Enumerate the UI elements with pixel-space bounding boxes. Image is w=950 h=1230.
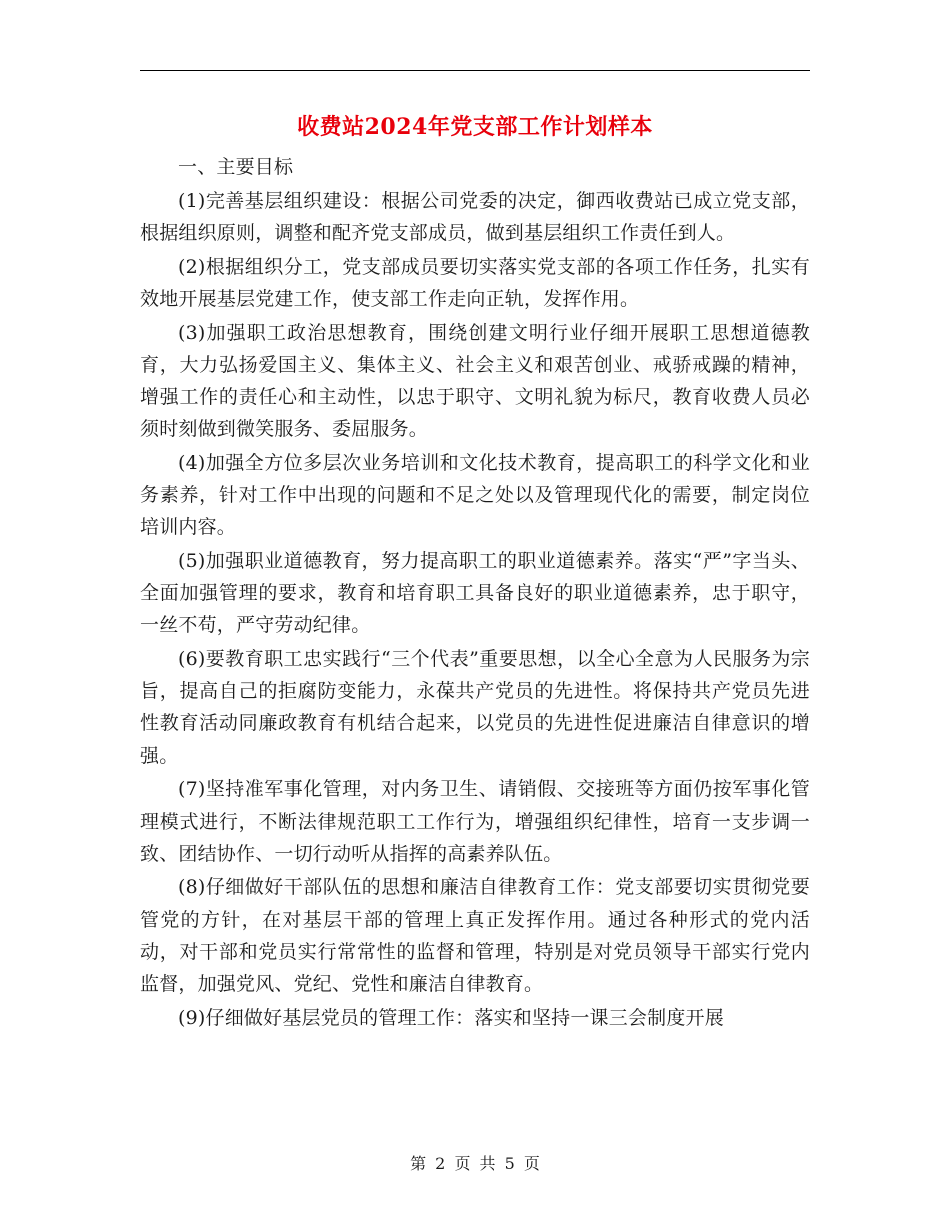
page-footer: 第 2 页 共 5 页 [410, 1154, 540, 1173]
paragraph-3: (3)加强职工政治思想教育，围绕创建文明行业仔细开展职工思想道德教育，大力弘扬爱国主义、集体主义、社会主义和艰苦创业、戒骄戒躁的精神，增强工作的责任心和主动性，以忠于职守、文明礼貌为标尺，教育收费人员必须时刻做到微笑服务、委屈服务。 [140, 321, 810, 441]
section-heading: 一、主要目标 [178, 156, 294, 178]
document-body [140, 151, 810, 1035]
paragraph-7: (7)坚持准军事化管理，对内务卫生、请销假、交接班等方面仍按军事化管理模式进行，不断法律规范职工工作行为，增强组织纪律性，培育一支步调一致、团结协作、一切行动听从指挥的高素养队伍。 [140, 778, 810, 865]
paragraph-4: (4)加强全方位多层次业务培训和文化技术教育，提高职工的科学文化和业务素养，针对工作中出现的问题和不足之处以及管理现代化的需要，制定岗位培训内容。 [140, 451, 810, 539]
document-title: 收费站2024年党支部工作计划样本 [297, 114, 653, 140]
paragraph-5: (5)加强职业道德教育，努力提高职工的职业道德素养。落实“严”字当头、全面加强管理的要求，教育和培育职工具备良好的职业道德素养，忠于职守，一丝不苟，严守劳动纪律。 [140, 549, 810, 637]
paragraph-2: (2)根据组织分工，党支部成员要切实落实党支部的各项工作任务，扎实有效地开展基层党建工作，使支部工作走向正轨，发挥作用。 [140, 255, 810, 310]
paragraph-6: (6)要教育职工忠实践行“三个代表”重要思想，以全心全意为人民服务为宗旨，提高自己的拒腐防变能力，永葆共产党员的先进性。将保持共产党员先进性教育活动同廉政教育有机结合起来，以党员的先进性促进廉洁自律意识的增强。 [140, 648, 810, 767]
header-rule [140, 70, 810, 71]
paragraph-8: (8)仔细做好干部队伍的思想和廉洁自律教育工作：党支部要切实贯彻党要管党的方针，在对基层干部的管理上真正发挥作用。通过各种形式的党内活动，对干部和党员实行常常性的监督和管理，特别是对党员领导干部实行党内监督，加强党风、党纪、党性和廉洁自律教育。 [140, 876, 810, 996]
paragraph-1: (1)完善基层组织建设：根据公司党委的决定，御西收费站已成立党支部，根据组织原则，调整和配齐党支部成员，做到基层组织工作责任到人。 [140, 189, 810, 244]
paragraph-9: (9)仔细做好基层党员的管理工作：落实和坚持一课三会制度开展 [178, 1006, 724, 1029]
